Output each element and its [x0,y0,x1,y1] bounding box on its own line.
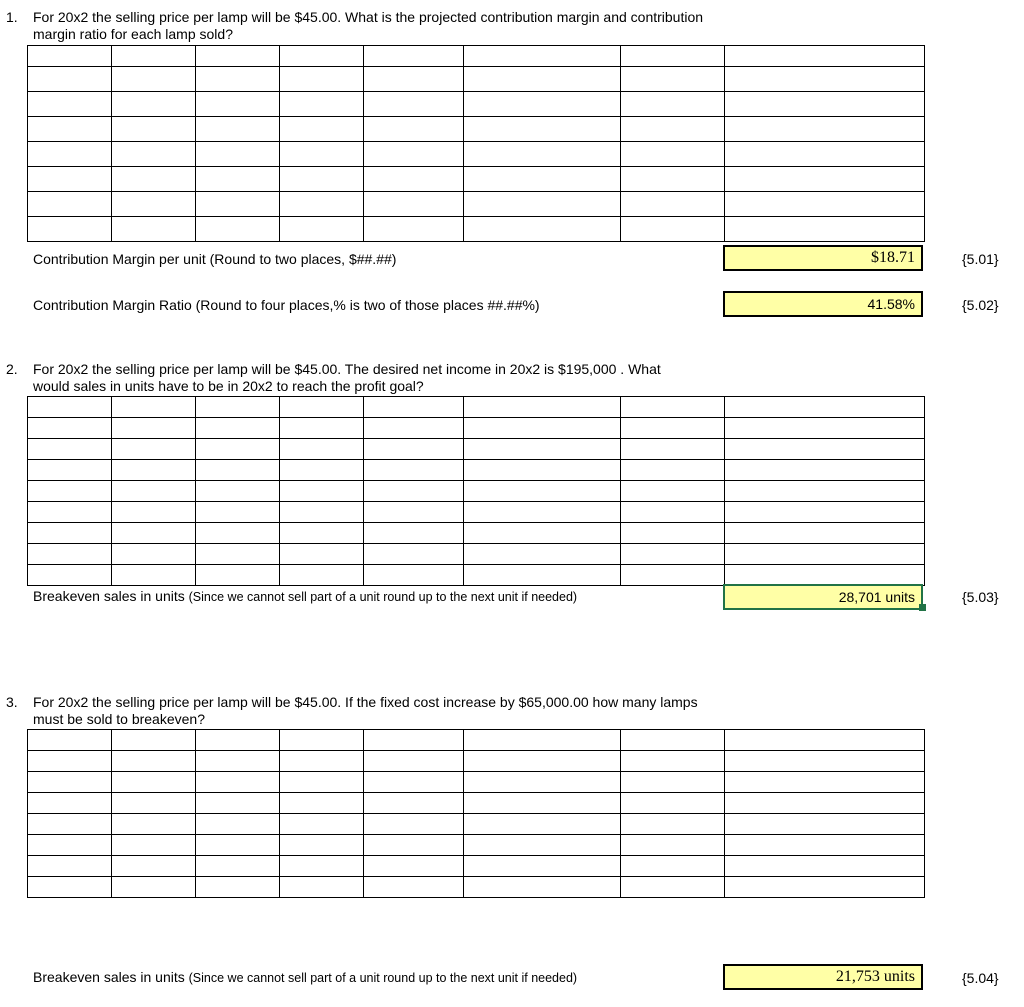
q2-question-line2: would sales in units have to be in 20x2 to reach the profit goal? [33,378,424,394]
cm-ratio-answer-cell[interactable]: 41.58% [723,291,923,317]
q1-question-line1: For 20x2 the selling price per lamp will be $45.00. What is the projected contribution margin and contribution [33,9,704,25]
q2-breakeven-label-note: (Since we cannot sell part of a unit round up to the next unit if needed) [188,590,578,604]
table-row [28,793,925,814]
table-row [28,92,925,117]
q2-breakeven-ref: {5.03} [962,589,999,605]
table-row [28,217,925,242]
q1-question [33,9,853,43]
table-row [28,523,925,544]
fill-handle[interactable] [919,604,926,611]
q1-work-grid[interactable] [27,45,925,242]
table-row [28,835,925,856]
table-row [28,46,925,67]
q3-breakeven-answer-cell[interactable]: 21,753 units [723,964,923,990]
table-row [28,397,925,418]
table-row [28,772,925,793]
q2-question-line1: For 20x2 the selling price per lamp will be $45.00. The desired net income in 20x2 is $195,000 . What [33,361,661,377]
table-row [28,856,925,877]
q2-breakeven-label [33,588,577,604]
q3-question-line2: must be sold to breakeven? [33,711,205,727]
table-row [28,730,925,751]
table-row [28,814,925,835]
q1-number: 1. [6,9,18,25]
q1-question-line2: margin ratio for each lamp sold? [33,26,233,42]
table-row [28,481,925,502]
cm-ratio-label: Contribution Margin Ratio (Round to four places,% is two of those places ##.##%) [33,297,540,313]
table-row [28,877,925,898]
q3-number: 3. [6,694,18,710]
table-row [28,117,925,142]
table-row [28,418,925,439]
cm-per-unit-label: Contribution Margin per unit (Round to two places, $##.##) [33,251,397,267]
table-row [28,751,925,772]
q2-number: 2. [6,361,18,377]
cm-per-unit-answer-cell[interactable]: $18.71 [723,245,923,271]
table-row [28,565,925,586]
cm-per-unit-ref: {5.01} [962,251,999,267]
table-row [28,460,925,481]
table-row [28,544,925,565]
q3-question-line1: For 20x2 the selling price per lamp will be $45.00. If the fixed cost increase by $65,000.00 how many lamps [33,694,698,710]
table-row [28,142,925,167]
table-row [28,67,925,92]
q2-breakeven-label-main: Breakeven sales in units [33,588,189,604]
table-row [28,439,925,460]
q3-work-grid[interactable] [27,729,925,898]
q2-work-grid[interactable] [27,396,925,586]
q3-breakeven-label [33,969,577,985]
q3-breakeven-label-main: Breakeven sales in units [33,969,189,985]
q3-breakeven-label-note: (Since we cannot sell part of a unit round up to the next unit if needed) [188,971,578,985]
q3-breakeven-ref: {5.04} [962,970,999,986]
cm-ratio-ref: {5.02} [962,297,999,313]
table-row [28,167,925,192]
table-row [28,502,925,523]
q3-question [33,694,853,728]
q2-question [33,361,853,395]
table-row [28,192,925,217]
q2-breakeven-answer-cell[interactable]: 28,701 units [723,584,923,610]
